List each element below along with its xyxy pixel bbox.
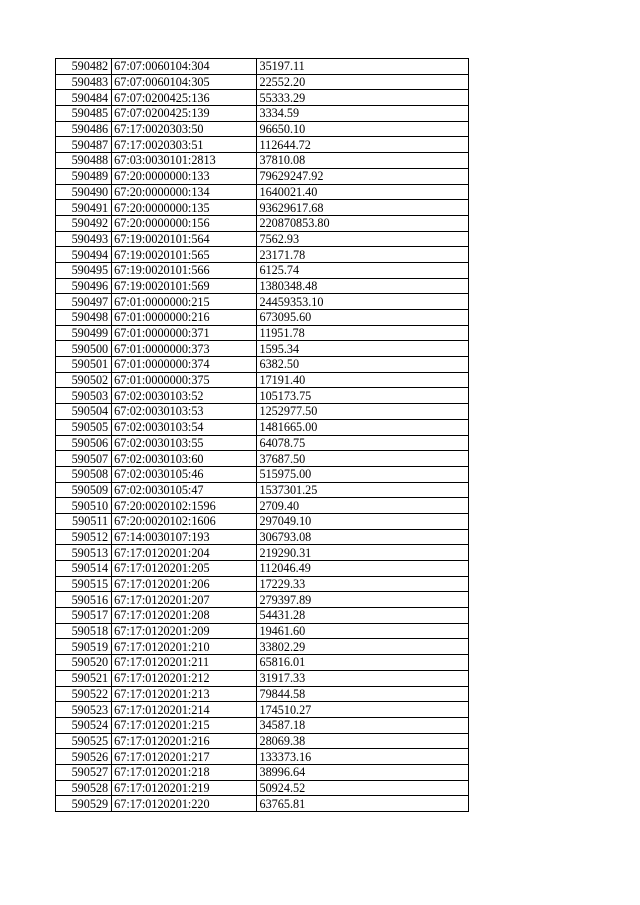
table-row xyxy=(56,639,469,655)
cadastral-number-cell: 67:14:0030107:193 xyxy=(112,529,257,545)
cadastral-number-cell: 67:17:0020303:50 xyxy=(112,121,257,137)
cadastral-number-cell: 67:02:0030103:60 xyxy=(112,451,257,467)
table-row xyxy=(56,215,469,231)
value-cell: 673095.60 xyxy=(257,310,469,326)
value-cell: 93629617.68 xyxy=(257,200,469,216)
cadastral-number-cell: 67:02:0030105:47 xyxy=(112,482,257,498)
value-cell: 33802.29 xyxy=(257,639,469,655)
table-row xyxy=(56,623,469,639)
table-row xyxy=(56,592,469,608)
value-cell: 297049.10 xyxy=(257,513,469,529)
table-row xyxy=(56,482,469,498)
table-row xyxy=(56,168,469,184)
cadastral-number-cell: 67:01:0000000:371 xyxy=(112,325,257,341)
table-row xyxy=(56,325,469,341)
table-row xyxy=(56,278,469,294)
cadastral-number-cell: 67:02:0030103:53 xyxy=(112,404,257,420)
cadastral-number-cell: 67:07:0060104:305 xyxy=(112,74,257,90)
cadastral-number-cell: 67:17:0120201:207 xyxy=(112,592,257,608)
table-row xyxy=(56,121,469,137)
record-id-cell: 590509 xyxy=(56,482,112,498)
value-cell: 220870853.80 xyxy=(257,215,469,231)
value-cell: 279397.89 xyxy=(257,592,469,608)
cadastral-number-cell: 67:02:0030105:46 xyxy=(112,466,257,482)
record-id-cell: 590500 xyxy=(56,341,112,357)
value-cell: 112644.72 xyxy=(257,137,469,153)
record-id-cell: 590495 xyxy=(56,262,112,278)
table-row xyxy=(56,153,469,169)
cadastral-number-cell: 67:01:0000000:374 xyxy=(112,357,257,373)
cadastral-number-cell: 67:17:0020303:51 xyxy=(112,137,257,153)
cadastral-number-cell: 67:17:0120201:205 xyxy=(112,561,257,577)
value-cell: 1537301.25 xyxy=(257,482,469,498)
value-cell: 79629247.92 xyxy=(257,168,469,184)
table-row xyxy=(56,247,469,263)
table-row xyxy=(56,686,469,702)
value-cell: 35197.11 xyxy=(257,59,469,75)
record-id-cell: 590511 xyxy=(56,513,112,529)
cadastral-number-cell: 67:19:0020101:569 xyxy=(112,278,257,294)
table-row xyxy=(56,545,469,561)
records-table-body xyxy=(56,59,469,812)
value-cell: 3334.59 xyxy=(257,106,469,122)
cadastral-number-cell: 67:19:0020101:566 xyxy=(112,262,257,278)
value-cell: 133373.16 xyxy=(257,749,469,765)
record-id-cell: 590524 xyxy=(56,717,112,733)
record-id-cell: 590516 xyxy=(56,592,112,608)
record-id-cell: 590508 xyxy=(56,466,112,482)
table-row xyxy=(56,780,469,796)
value-cell: 6382.50 xyxy=(257,357,469,373)
record-id-cell: 590484 xyxy=(56,90,112,106)
record-id-cell: 590527 xyxy=(56,764,112,780)
record-id-cell: 590504 xyxy=(56,404,112,420)
table-row xyxy=(56,106,469,122)
value-cell: 17229.33 xyxy=(257,576,469,592)
cadastral-number-cell: 67:20:0000000:133 xyxy=(112,168,257,184)
table-row xyxy=(56,310,469,326)
record-id-cell: 590503 xyxy=(56,388,112,404)
table-row xyxy=(56,388,469,404)
record-id-cell: 590505 xyxy=(56,419,112,435)
value-cell: 105173.75 xyxy=(257,388,469,404)
table-row xyxy=(56,231,469,247)
record-id-cell: 590512 xyxy=(56,529,112,545)
record-id-cell: 590515 xyxy=(56,576,112,592)
cadastral-number-cell: 67:17:0120201:212 xyxy=(112,670,257,686)
cadastral-number-cell: 67:20:0020102:1606 xyxy=(112,513,257,529)
cadastral-number-cell: 67:17:0120201:214 xyxy=(112,702,257,718)
table-row xyxy=(56,670,469,686)
value-cell: 24459353.10 xyxy=(257,294,469,310)
record-id-cell: 590506 xyxy=(56,435,112,451)
value-cell: 79844.58 xyxy=(257,686,469,702)
value-cell: 112046.49 xyxy=(257,561,469,577)
table-row xyxy=(56,357,469,373)
value-cell: 96650.10 xyxy=(257,121,469,137)
cadastral-number-cell: 67:17:0120201:213 xyxy=(112,686,257,702)
value-cell: 63765.81 xyxy=(257,796,469,812)
cadastral-number-cell: 67:17:0120201:208 xyxy=(112,608,257,624)
cadastral-number-cell: 67:17:0120201:206 xyxy=(112,576,257,592)
cadastral-number-cell: 67:02:0030103:54 xyxy=(112,419,257,435)
record-id-cell: 590507 xyxy=(56,451,112,467)
value-cell: 37810.08 xyxy=(257,153,469,169)
record-id-cell: 590496 xyxy=(56,278,112,294)
cadastral-number-cell: 67:07:0200425:136 xyxy=(112,90,257,106)
cadastral-number-cell: 67:17:0120201:218 xyxy=(112,764,257,780)
record-id-cell: 590522 xyxy=(56,686,112,702)
table-row xyxy=(56,419,469,435)
record-id-cell: 590525 xyxy=(56,733,112,749)
table-row xyxy=(56,561,469,577)
table-row xyxy=(56,451,469,467)
record-id-cell: 590502 xyxy=(56,372,112,388)
value-cell: 1380348.48 xyxy=(257,278,469,294)
value-cell: 19461.60 xyxy=(257,623,469,639)
table-row xyxy=(56,341,469,357)
table-row xyxy=(56,796,469,812)
value-cell: 174510.27 xyxy=(257,702,469,718)
record-id-cell: 590485 xyxy=(56,106,112,122)
record-id-cell: 590494 xyxy=(56,247,112,263)
cadastral-number-cell: 67:02:0030103:52 xyxy=(112,388,257,404)
record-id-cell: 590498 xyxy=(56,310,112,326)
table-row xyxy=(56,749,469,765)
value-cell: 54431.28 xyxy=(257,608,469,624)
cadastral-number-cell: 67:17:0120201:220 xyxy=(112,796,257,812)
record-id-cell: 590513 xyxy=(56,545,112,561)
value-cell: 28069.38 xyxy=(257,733,469,749)
record-id-cell: 590510 xyxy=(56,498,112,514)
table-row xyxy=(56,733,469,749)
value-cell: 7562.93 xyxy=(257,231,469,247)
record-id-cell: 590490 xyxy=(56,184,112,200)
record-id-cell: 590489 xyxy=(56,168,112,184)
record-id-cell: 590514 xyxy=(56,561,112,577)
record-id-cell: 590517 xyxy=(56,608,112,624)
table-row xyxy=(56,262,469,278)
record-id-cell: 590518 xyxy=(56,623,112,639)
cadastral-number-cell: 67:20:0000000:156 xyxy=(112,215,257,231)
cadastral-number-cell: 67:20:0020102:1596 xyxy=(112,498,257,514)
cadastral-number-cell: 67:17:0120201:216 xyxy=(112,733,257,749)
table-row xyxy=(56,200,469,216)
value-cell: 515975.00 xyxy=(257,466,469,482)
cadastral-number-cell: 67:02:0030103:55 xyxy=(112,435,257,451)
table-row xyxy=(56,184,469,200)
record-id-cell: 590492 xyxy=(56,215,112,231)
record-id-cell: 590487 xyxy=(56,137,112,153)
cadastral-number-cell: 67:01:0000000:215 xyxy=(112,294,257,310)
record-id-cell: 590501 xyxy=(56,357,112,373)
table-row xyxy=(56,435,469,451)
value-cell: 1640021.40 xyxy=(257,184,469,200)
record-id-cell: 590499 xyxy=(56,325,112,341)
record-id-cell: 590526 xyxy=(56,749,112,765)
record-id-cell: 590488 xyxy=(56,153,112,169)
record-id-cell: 590486 xyxy=(56,121,112,137)
cadastral-number-cell: 67:01:0000000:373 xyxy=(112,341,257,357)
value-cell: 17191.40 xyxy=(257,372,469,388)
cadastral-number-cell: 67:17:0120201:211 xyxy=(112,655,257,671)
cadastral-number-cell: 67:17:0120201:215 xyxy=(112,717,257,733)
value-cell: 23171.78 xyxy=(257,247,469,263)
value-cell: 1595.34 xyxy=(257,341,469,357)
table-row xyxy=(56,90,469,106)
value-cell: 31917.33 xyxy=(257,670,469,686)
table-row xyxy=(56,608,469,624)
record-id-cell: 590482 xyxy=(56,59,112,75)
value-cell: 64078.75 xyxy=(257,435,469,451)
cadastral-number-cell: 67:20:0000000:135 xyxy=(112,200,257,216)
value-cell: 34587.18 xyxy=(257,717,469,733)
value-cell: 306793.08 xyxy=(257,529,469,545)
table-row xyxy=(56,372,469,388)
record-id-cell: 590493 xyxy=(56,231,112,247)
value-cell: 11951.78 xyxy=(257,325,469,341)
value-cell: 6125.74 xyxy=(257,262,469,278)
cadastral-number-cell: 67:17:0120201:209 xyxy=(112,623,257,639)
table-row xyxy=(56,529,469,545)
cadastral-number-cell: 67:07:0060104:304 xyxy=(112,59,257,75)
cadastral-number-cell: 67:17:0120201:210 xyxy=(112,639,257,655)
record-id-cell: 590491 xyxy=(56,200,112,216)
table-row xyxy=(56,717,469,733)
cadastral-number-cell: 67:19:0020101:564 xyxy=(112,231,257,247)
record-id-cell: 590483 xyxy=(56,74,112,90)
value-cell: 2709.40 xyxy=(257,498,469,514)
cadastral-number-cell: 67:07:0200425:139 xyxy=(112,106,257,122)
table-row xyxy=(56,137,469,153)
record-id-cell: 590523 xyxy=(56,702,112,718)
table-row xyxy=(56,576,469,592)
record-id-cell: 590521 xyxy=(56,670,112,686)
value-cell: 37687.50 xyxy=(257,451,469,467)
table-row xyxy=(56,702,469,718)
table-row xyxy=(56,513,469,529)
cadastral-number-cell: 67:03:0030101:2813 xyxy=(112,153,257,169)
records-table xyxy=(55,58,469,812)
table-row xyxy=(56,59,469,75)
value-cell: 22552.20 xyxy=(257,74,469,90)
table-row xyxy=(56,294,469,310)
value-cell: 1252977.50 xyxy=(257,404,469,420)
cadastral-number-cell: 67:01:0000000:375 xyxy=(112,372,257,388)
value-cell: 1481665.00 xyxy=(257,419,469,435)
value-cell: 55333.29 xyxy=(257,90,469,106)
cadastral-number-cell: 67:17:0120201:204 xyxy=(112,545,257,561)
table-row xyxy=(56,655,469,671)
cadastral-number-cell: 67:01:0000000:216 xyxy=(112,310,257,326)
cadastral-number-cell: 67:17:0120201:217 xyxy=(112,749,257,765)
value-cell: 38996.64 xyxy=(257,764,469,780)
value-cell: 219290.31 xyxy=(257,545,469,561)
cadastral-number-cell: 67:17:0120201:219 xyxy=(112,780,257,796)
record-id-cell: 590529 xyxy=(56,796,112,812)
table-row xyxy=(56,404,469,420)
table-row xyxy=(56,498,469,514)
record-id-cell: 590528 xyxy=(56,780,112,796)
cadastral-number-cell: 67:20:0000000:134 xyxy=(112,184,257,200)
value-cell: 50924.52 xyxy=(257,780,469,796)
record-id-cell: 590497 xyxy=(56,294,112,310)
table-row xyxy=(56,74,469,90)
table-row xyxy=(56,466,469,482)
value-cell: 65816.01 xyxy=(257,655,469,671)
record-id-cell: 590520 xyxy=(56,655,112,671)
cadastral-number-cell: 67:19:0020101:565 xyxy=(112,247,257,263)
record-id-cell: 590519 xyxy=(56,639,112,655)
table-row xyxy=(56,764,469,780)
